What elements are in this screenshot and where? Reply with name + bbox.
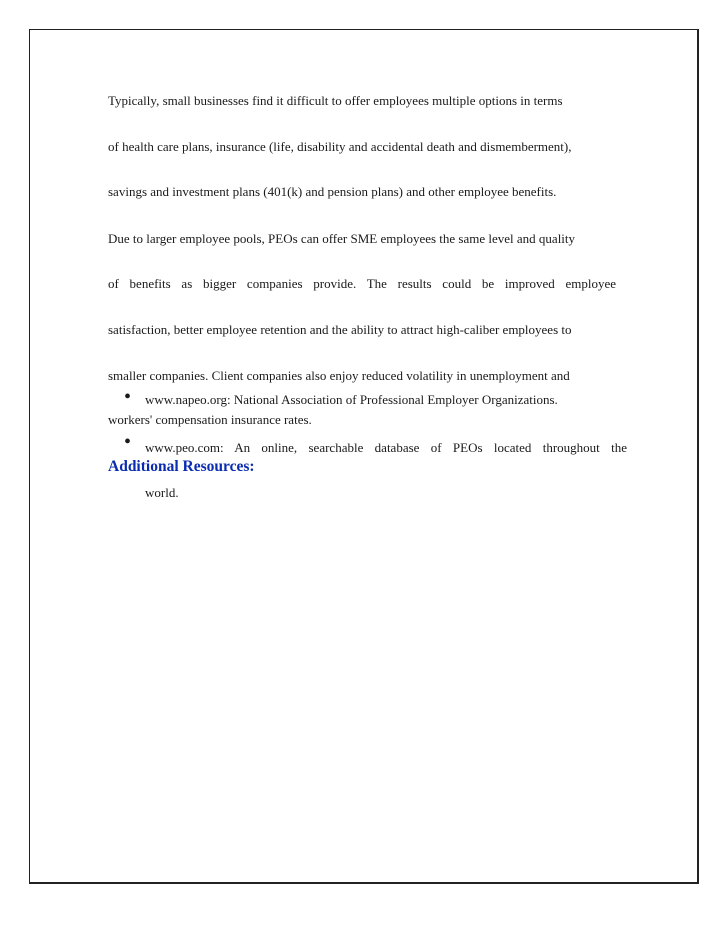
paragraph-line-5: of benefits as bigger companies provide. The results could be improved employee [108, 276, 616, 291]
paragraph-line-2: of health care plans, insurance (life, disability and accidental death and dismemberment), [108, 139, 572, 154]
bullet-marker-1: • [124, 386, 132, 408]
paragraph-line-8: workers' compensation insurance rates. [108, 412, 312, 427]
paragraph-line-1: Typically, small businesses find it difficult to offer employees multiple options in terms [108, 93, 563, 108]
resource-peo-link[interactable]: www.peo.com: An online, searchable database of PEOs located throughout the [145, 440, 627, 455]
paragraph-line-7: smaller companies. Client companies also enjoy reduced volatility in unemployment and [108, 368, 570, 383]
additional-resources-heading: Additional Resources: [108, 458, 255, 475]
bullet-marker-2: • [124, 431, 132, 453]
paragraph-line-4: Due to larger employee pools, PEOs can offer SME employees the same level and quality [108, 231, 576, 246]
paragraph-line-6: satisfaction, better employee retention and the ability to attract high-caliber employees to [108, 322, 572, 337]
resource-napeo-link[interactable]: www.napeo.org: National Association of Professional Employer Organizations. [145, 392, 558, 407]
page-frame [29, 29, 699, 884]
resource-peo-continuation: world. [145, 485, 179, 500]
paragraph-line-3: savings and investment plans (401(k) and pension plans) and other employee benefits. [108, 184, 557, 199]
